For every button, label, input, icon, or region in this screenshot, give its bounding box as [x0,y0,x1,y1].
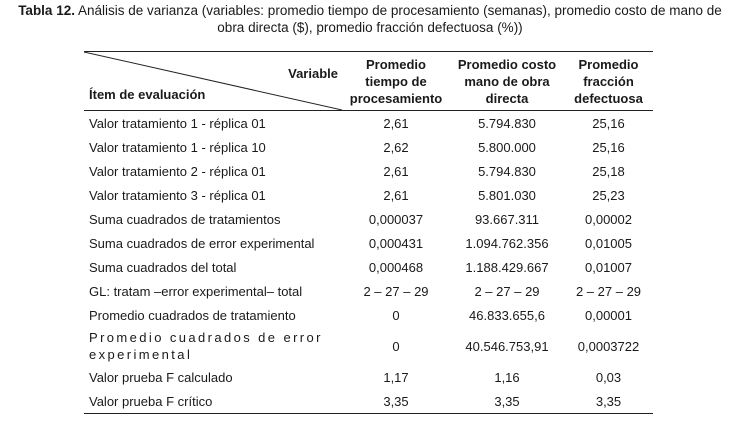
table-row [84,135,653,159]
table-row [84,111,653,136]
cell-costo: 1.188.429.667 [465,259,549,275]
cell-costo: 2 – 27 – 29 [474,283,540,299]
anova-table [84,51,653,414]
cell-tiempo: 0,000037 [368,211,424,227]
table-row [84,303,653,327]
corner-header [84,52,342,111]
cell-fraccion: 0,01005 [585,235,632,251]
cell-tiempo: 0,000431 [368,235,424,251]
cell-costo: 3,35 [494,393,520,409]
cell-fraccion: 0,0003722 [577,338,640,354]
cell-costo: 5.800.000 [478,139,536,155]
table-row [84,327,653,365]
cell-costo: 5.801.030 [478,187,536,203]
variable-label: Variable [288,66,338,81]
table-row [84,231,653,255]
row-item: Valor prueba F calculado [89,369,233,385]
cell-fraccion: 25,18 [592,163,625,179]
cell-fraccion: 25,16 [592,139,625,155]
cell-fraccion: 0,00002 [585,211,632,227]
cell-costo: 5.794.830 [478,115,536,131]
table-row [84,183,653,207]
cell-fraccion: 25,16 [592,115,625,131]
item-label: Ítem de evaluación [89,87,206,102]
cell-tiempo: 0,000468 [368,259,424,275]
row-item: Valor tratamiento 1 - réplica 01 [89,115,266,131]
row-item: Suma cuadrados de error experimental [89,235,315,251]
row-item: Valor tratamiento 3 - réplica 01 [89,187,266,203]
table-row [84,279,653,303]
cell-tiempo: 0 [392,307,400,323]
cell-fraccion: 3,35 [595,393,622,409]
row-item: Valor prueba F crítico [89,393,213,409]
cell-costo: 1.094.762.356 [465,235,549,251]
cell-costo: 46.833.655,6 [469,307,545,323]
cell-costo: 40.546.753,91 [465,338,549,354]
cell-tiempo: 2,61 [383,187,409,203]
cell-costo: 5.794.830 [478,163,536,179]
table-row [84,159,653,183]
cell-costo: 1,16 [494,369,520,385]
table-row [84,389,653,414]
cell-tiempo: 2,62 [383,139,409,155]
cell-tiempo: 1,17 [383,369,409,385]
cell-tiempo: 2,61 [383,115,409,131]
table-row [84,207,653,231]
row-item: Valor tratamiento 2 - réplica 01 [89,163,266,179]
cell-fraccion: 2 – 27 – 29 [575,283,642,299]
cell-fraccion: 0,03 [595,369,622,385]
cell-tiempo: 3,35 [383,393,409,409]
row-item: Suma cuadrados de tratamientos [89,211,281,227]
column-header-tiempo: Promedio tiempo de procesamiento [349,57,443,106]
cell-fraccion: 0,00001 [585,307,632,323]
header-row [84,52,653,111]
row-item: Promedio cuadrados de tratamiento [89,307,296,323]
cell-costo: 93.667.311 [474,211,540,227]
cell-tiempo: 2 – 27 – 29 [363,283,429,299]
caption-text: Análisis de varianza (variables: promedio tiempo de procesamiento (semanas), promedio costo de mano de obra directa ($), promedio fracción defectuosa (%)) [74,3,722,35]
cell-fraccion: 25,23 [592,187,625,203]
cell-tiempo: 0 [392,338,400,354]
table-row [84,255,653,279]
table-row [84,365,653,389]
row-item: Promedio cuadrados de error experimental [89,330,323,362]
cell-tiempo: 2,61 [383,163,409,179]
caption-label: Tabla 12. [18,3,75,18]
column-header-costo: Promedio costo mano de obra directa [457,57,557,106]
row-item: Suma cuadrados del total [89,259,237,275]
column-header-fraccion: Promedio fracción defectuosa [574,57,643,106]
cell-fraccion: 0,01007 [585,259,632,275]
row-item: GL: tratam –error experimental– total [89,283,303,299]
row-item: Valor tratamiento 1 - réplica 10 [89,139,266,155]
table-caption [4,2,736,36]
